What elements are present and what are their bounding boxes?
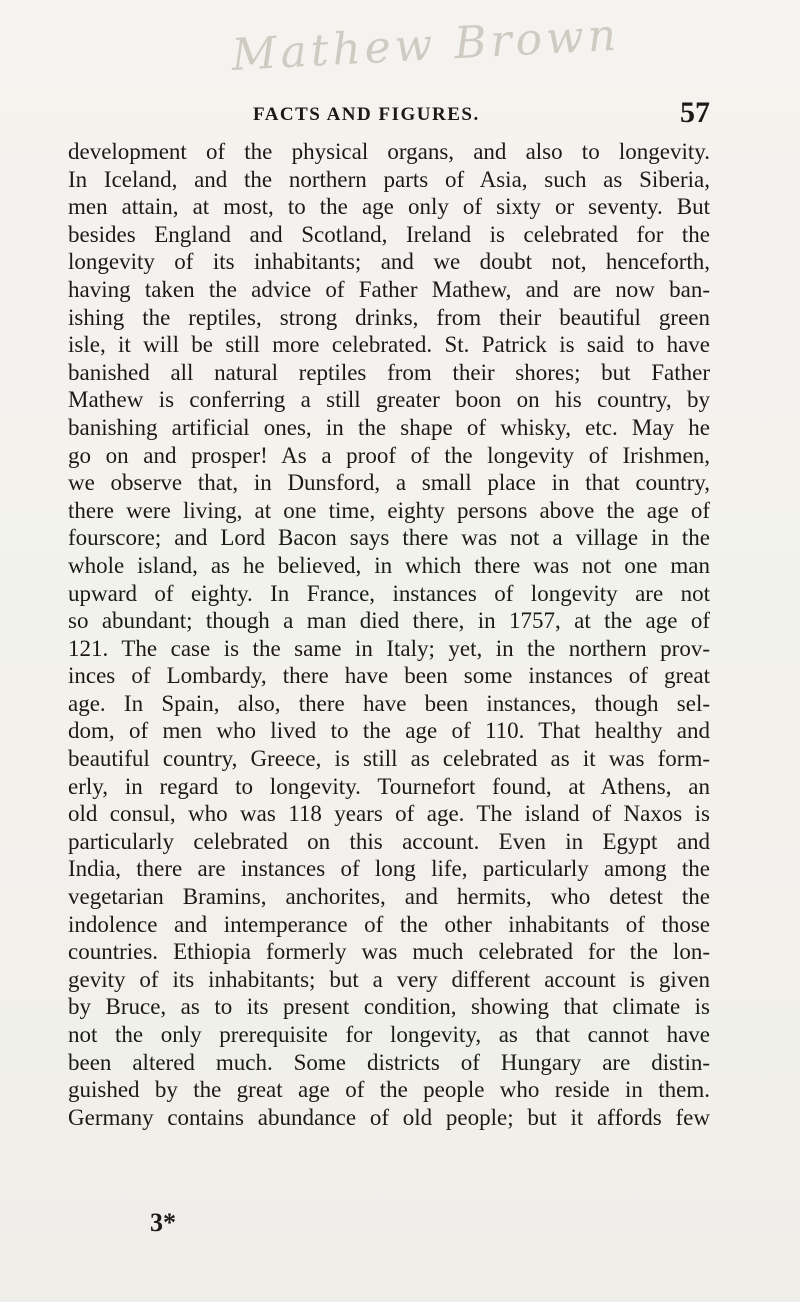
text-line: not the only prerequisite for longevity, as that cannot have bbox=[68, 1022, 710, 1047]
text-line: beautiful country, Greece, is still as celebrated as it was form- bbox=[68, 746, 710, 772]
text-line: particularly celebrated on this account. Even in Egypt and bbox=[68, 828, 710, 854]
text-line: old consul, who was 118 years of age. The island of Naxos is bbox=[68, 801, 710, 827]
text-line: gevity of its inhabitants; but a very different account is given bbox=[68, 966, 710, 992]
text-line: by Bruce, as to its present condition, showing that climate is bbox=[68, 994, 710, 1020]
running-head bbox=[68, 96, 710, 129]
running-head-title: FACTS AND FIGURES. bbox=[253, 104, 480, 125]
text-line: banishing artificial ones, in the shape of whisky, etc. May he bbox=[68, 414, 710, 440]
text-line: isle, it will be still more celebrated. St. Patrick is said to have bbox=[68, 332, 710, 358]
text-line: men attain, at most, to the age only of sixty or seventy. But bbox=[68, 194, 710, 220]
text-line: indolence and intemperance of the other inhabitants of those bbox=[68, 911, 710, 937]
text-line: been altered much. Some districts of Hungary are distin- bbox=[68, 1049, 710, 1075]
text-line: there were living, at one time, eighty persons above the age of bbox=[68, 497, 710, 523]
text-line: dom, of men who lived to the age of 110. That healthy and bbox=[68, 718, 710, 744]
text-line: inces of Lombardy, there have been some instances of great bbox=[68, 663, 710, 689]
text-line: fourscore; and Lord Bacon says there was not a village in the bbox=[68, 525, 710, 551]
signature-text: Mathew Brown bbox=[230, 9, 622, 81]
text-line: so abundant; though a man died there, in 1757, at the age of bbox=[68, 608, 710, 634]
text-line: besides England and Scotland, Ireland is celebrated for the bbox=[68, 221, 710, 247]
text-line: we observe that, in Dunsford, a small place in that country, bbox=[68, 470, 710, 496]
text-line: ishing the reptiles, strong drinks, from their beautiful green bbox=[68, 304, 710, 330]
text-line: age. In Spain, also, there have been instances, though sel- bbox=[68, 690, 710, 716]
text-line: In Iceland, and the northern parts of Asia, such as Siberia, bbox=[68, 166, 710, 192]
text-line: 121. The case is the same in Italy; yet, in the northern prov- bbox=[68, 635, 710, 661]
text-line: development of the physical organs, and also to longevity. bbox=[68, 139, 710, 164]
text-line: upward of eighty. In France, instances of longevity are not bbox=[68, 580, 710, 606]
text-line: longevity of its inhabitants; and we doubt not, henceforth, bbox=[68, 249, 710, 275]
text-line: Germany contains abundance of old people; but it affords few bbox=[68, 1104, 710, 1130]
text-line: banished all natural reptiles from their shores; but Father bbox=[68, 359, 710, 385]
text-line: erly, in regard to longevity. Tournefort found, at Athens, an bbox=[68, 773, 710, 799]
text-line: go on and prosper! As a proof of the longevity of Irishmen, bbox=[68, 442, 710, 468]
text-line: countries. Ethiopia formerly was much celebrated for the lon- bbox=[68, 939, 710, 965]
body-text bbox=[68, 138, 710, 1131]
text-line: having taken the advice of Father Mathew, and are now ban- bbox=[68, 276, 710, 302]
signature-mark: 3* bbox=[150, 1208, 176, 1237]
text-line: whole island, as he believed, in which there was not one man bbox=[68, 552, 710, 578]
handwritten-signature bbox=[230, 9, 622, 108]
text-line: India, there are instances of long life, particularly among the bbox=[68, 856, 710, 882]
text-line: guished by the great age of the people who reside in them. bbox=[68, 1077, 710, 1103]
text-line: Mathew is conferring a still greater boon on his country, by bbox=[68, 387, 710, 413]
text-line: vegetarian Bramins, anchorites, and hermits, who detest the bbox=[68, 884, 710, 910]
page-number: 57 bbox=[680, 96, 710, 129]
